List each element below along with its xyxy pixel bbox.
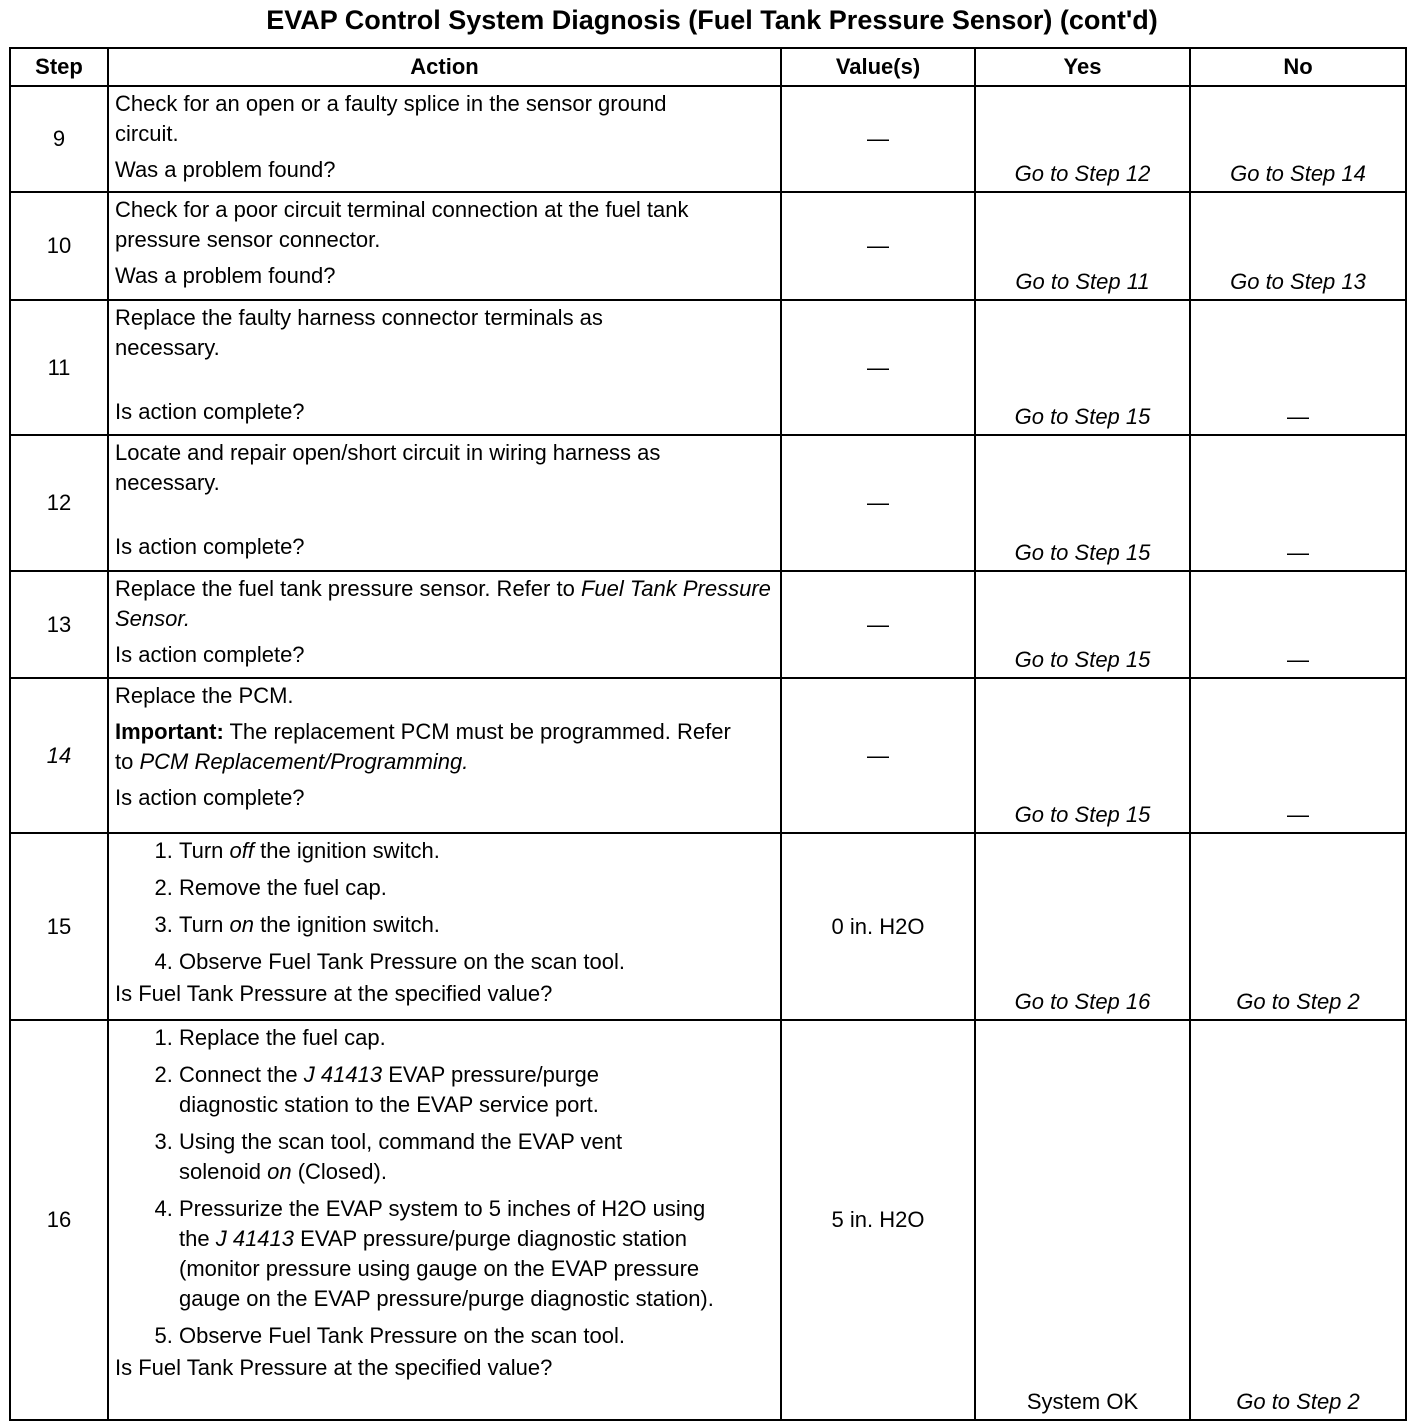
important-label: Important: (115, 719, 224, 744)
table-row (10, 435, 1406, 571)
important-note (115, 717, 774, 777)
table-row (10, 833, 1406, 1020)
table-row (10, 86, 1406, 192)
action-cell (108, 86, 781, 192)
header-action: Action (108, 48, 781, 86)
action-question: Is action complete? (115, 399, 305, 424)
header-no: No (1190, 48, 1406, 86)
yes-cell: Go to Step 15 (975, 300, 1190, 435)
list-item: 1. Turn off the ignition switch. (179, 836, 774, 866)
step-number: 16 (10, 1020, 108, 1420)
action-cell (108, 833, 781, 1020)
important-text: The replacement PCM must be programmed. Refer to (115, 719, 731, 774)
header-step: Step (10, 48, 108, 86)
list-item: 2. Remove the fuel cap. (179, 873, 774, 903)
action-text-main: Replace the fuel tank pressure sensor. Refer to (115, 576, 575, 601)
action-question: Was a problem found? (115, 263, 336, 288)
step-number: 10 (10, 192, 108, 300)
list-item: 1. Replace the fuel cap. (179, 1023, 724, 1053)
yes-cell: Go to Step 11 (975, 192, 1190, 300)
header-values: Value(s) (781, 48, 975, 86)
no-cell: Go to Step 2 (1190, 833, 1406, 1020)
action-cell (108, 571, 781, 678)
action-cell (108, 192, 781, 300)
table-row (10, 678, 1406, 833)
action-text: Replace the faulty harness connector terminals as necessary. (115, 305, 603, 360)
yes-cell: Go to Step 12 (975, 86, 1190, 192)
value-cell: — (781, 678, 975, 833)
value-cell: — (781, 192, 975, 300)
action-text: Check for a poor circuit terminal connection at the fuel tank pressure sensor connector. (115, 197, 689, 252)
yes-cell: Go to Step 15 (975, 678, 1190, 833)
list-item: 2. Connect the J 41413 EVAP pressure/purge diagnostic station to the EVAP service port. (179, 1060, 724, 1120)
table-row (10, 571, 1406, 678)
action-cell (108, 435, 781, 571)
action-question: Is Fuel Tank Pressure at the specified value? (115, 981, 553, 1006)
no-cell: Go to Step 13 (1190, 192, 1406, 300)
action-text: Check for an open or a faulty splice in the sensor ground circuit. (115, 91, 667, 146)
action-question: Is action complete? (115, 642, 305, 667)
procedure-list (115, 1023, 774, 1351)
no-cell: Go to Step 2 (1190, 1020, 1406, 1420)
header-yes: Yes (975, 48, 1190, 86)
step-number: 9 (10, 86, 108, 192)
step-number: 14 (10, 678, 108, 833)
value-cell: — (781, 300, 975, 435)
step-number: 13 (10, 571, 108, 678)
header-row (10, 48, 1406, 86)
table-row (10, 1020, 1406, 1420)
action-reference: PCM Replacement/Programming. (139, 749, 469, 774)
list-item: 5. Observe Fuel Tank Pressure on the scan tool. (179, 1321, 724, 1351)
no-cell: — (1190, 435, 1406, 571)
action-cell (108, 1020, 781, 1420)
action-text: Locate and repair open/short circuit in wiring harness as necessary. (115, 440, 661, 495)
diagnosis-table (9, 47, 1407, 1421)
no-cell: Go to Step 14 (1190, 86, 1406, 192)
list-item: 3. Turn on the ignition switch. (179, 910, 774, 940)
no-cell: — (1190, 571, 1406, 678)
step-number: 11 (10, 300, 108, 435)
list-item: 4. Observe Fuel Tank Pressure on the scan tool. (179, 947, 774, 977)
step-number: 15 (10, 833, 108, 1020)
no-cell: — (1190, 678, 1406, 833)
yes-cell: Go to Step 15 (975, 571, 1190, 678)
page-title: EVAP Control System Diagnosis (Fuel Tank Pressure Sensor) (cont'd) (266, 5, 1158, 35)
yes-cell: Go to Step 15 (975, 435, 1190, 571)
action-question: Is Fuel Tank Pressure at the specified value? (115, 1355, 553, 1380)
yes-cell: Go to Step 16 (975, 833, 1190, 1020)
table-row (10, 192, 1406, 300)
value-cell: — (781, 435, 975, 571)
list-item: 3. Using the scan tool, command the EVAP vent solenoid on (Closed). (179, 1127, 724, 1187)
yes-cell: System OK (975, 1020, 1190, 1420)
value-cell: 5 in. H2O (781, 1020, 975, 1420)
action-question: Was a problem found? (115, 157, 336, 182)
action-question: Is action complete? (115, 785, 305, 810)
value-cell: 0 in. H2O (781, 833, 975, 1020)
action-reference: Fuel Tank Pressure Sensor. (115, 576, 771, 631)
action-cell (108, 300, 781, 435)
list-item: 4. Pressurize the EVAP system to 5 inches of H2O using the J 41413 EVAP pressure/purge diagnostic station (monitor pressure using gauge on the EVAP pressure gauge on the EVAP pressure/purge diagnostic station). (179, 1194, 724, 1314)
action-text (115, 574, 774, 634)
action-question: Is action complete? (115, 534, 305, 559)
value-cell: — (781, 86, 975, 192)
table-row (10, 300, 1406, 435)
no-cell: — (1190, 300, 1406, 435)
value-cell: — (781, 571, 975, 678)
action-cell (108, 678, 781, 833)
step-number: 12 (10, 435, 108, 571)
action-text: Replace the PCM. (115, 683, 294, 708)
procedure-list (115, 836, 774, 977)
